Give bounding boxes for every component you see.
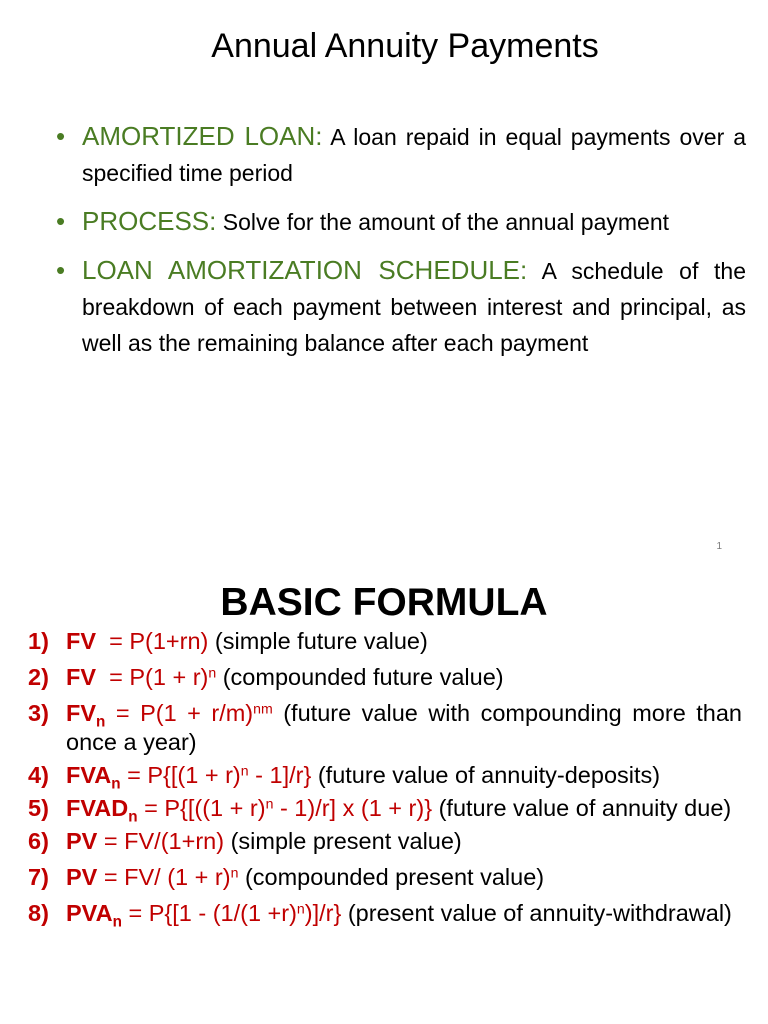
formula-item-compounded-present-value <box>28 863 742 892</box>
formula-description: (future value of annuity due) <box>438 795 732 821</box>
formula-item-compounded-future-value <box>28 663 742 692</box>
formula-number: 8) <box>28 900 49 926</box>
formula-symbol: $FV_n$ <box>66 700 106 731</box>
formula-item-simple-future-value <box>28 627 742 656</box>
formula-exponent: n <box>296 900 305 917</box>
slide-basic-formula <box>0 575 768 1024</box>
formula-description: (simple present value) <box>230 828 462 854</box>
formula-expression: = P(1+rn) <box>109 628 209 654</box>
bullet-term: AMORTIZED LOAN: <box>82 121 323 151</box>
page-number: 1 <box>716 541 722 552</box>
formula-symbol: FV <box>66 628 97 654</box>
formula-number: 1) <box>28 628 49 654</box>
bullet-amortized-loan <box>56 118 746 191</box>
formula-description: (present value of annuity-withdrawal) <box>347 900 732 926</box>
bullet-term: PROCESS: <box>82 206 217 236</box>
formula-expression: = $P\{[(1 + r)^n - 1]/r\}$ <box>127 762 312 788</box>
formula-item-present-value-annuity <box>28 899 742 931</box>
bullet-term: LOAN AMORTIZATION SCHEDULE: <box>82 255 528 285</box>
formula-item-future-value-annuity <box>28 761 742 793</box>
formula-number: 5) <box>28 795 49 821</box>
bullet-dot-icon: • <box>56 255 66 285</box>
bullet-loan-amortization-schedule <box>56 252 746 361</box>
formula-number: 3) <box>28 700 49 726</box>
formula-exponent: nm <box>253 700 273 717</box>
formula-expression: = $P\{[1 - (1/(1 +r)^n)]/r\}$ <box>128 900 342 926</box>
formula-description: (future value of annuity-deposits) <box>317 762 661 788</box>
slide-title: BASIC FORMULA <box>220 581 548 624</box>
formula-expression: = FV/(1+rn) <box>103 828 225 854</box>
formula-item-future-value-annuity-due <box>28 794 742 826</box>
formula-description: (compounded present value) <box>244 864 545 890</box>
bullet-text: A schedule of the breakdown of each payment between interest and principal, as well as the remaining balance after each payment <box>82 258 747 356</box>
formula-symbol: $FVA_n$ <box>66 762 121 793</box>
formula-number: 7) <box>28 864 49 890</box>
formula-description: (simple future value) <box>214 628 428 654</box>
formula-list <box>28 627 742 932</box>
formula-expression: = $P\{[((1 + r)^n - 1)/r]$ x (1 + r)} <box>144 795 433 821</box>
formula-subscript: n <box>112 913 122 931</box>
formula-number: 2) <box>28 664 49 690</box>
slide-title: Annual Annuity Payments <box>211 27 599 65</box>
formula-symbol: PV <box>66 864 98 890</box>
bullet-dot-icon: • <box>56 121 66 151</box>
formula-exponent: n <box>240 762 249 779</box>
bullet-text: A loan repaid in equal payments over a specified time period <box>82 124 746 186</box>
formula-subscript: n <box>111 775 121 793</box>
bullet-list <box>56 118 746 373</box>
formula-exponent: n <box>265 795 274 812</box>
formula-exponent: n <box>208 664 217 681</box>
formula-symbol: $PVA_n$ <box>66 900 122 931</box>
formula-description: (compounded future value) <box>222 664 504 690</box>
formula-expression: = $P(1 + r/m)^{nm}$ <box>115 700 273 726</box>
bullet-text: Solve for the amount of the annual payment <box>222 209 669 235</box>
bullet-process <box>56 203 746 240</box>
formula-item-future-value-compounding <box>28 699 742 757</box>
formula-exponent: n <box>230 864 239 881</box>
formula-symbol: $FVAD_n$ <box>66 795 138 826</box>
formula-description: (future value with compounding more than once a year) <box>66 700 742 755</box>
formula-subscript: n <box>96 713 106 731</box>
bullet-dot-icon: • <box>56 206 66 236</box>
formula-number: 6) <box>28 828 49 854</box>
formula-number: 4) <box>28 762 49 788</box>
formula-symbol: FV <box>66 664 97 690</box>
formula-expression: = $P(1 + r)^n$ <box>109 664 217 690</box>
formula-subscript: n <box>128 808 138 826</box>
formula-item-simple-present-value <box>28 827 742 856</box>
formula-expression: = FV/ $(1 + r)^n$ <box>103 864 239 890</box>
formula-symbol: PV <box>66 828 98 854</box>
